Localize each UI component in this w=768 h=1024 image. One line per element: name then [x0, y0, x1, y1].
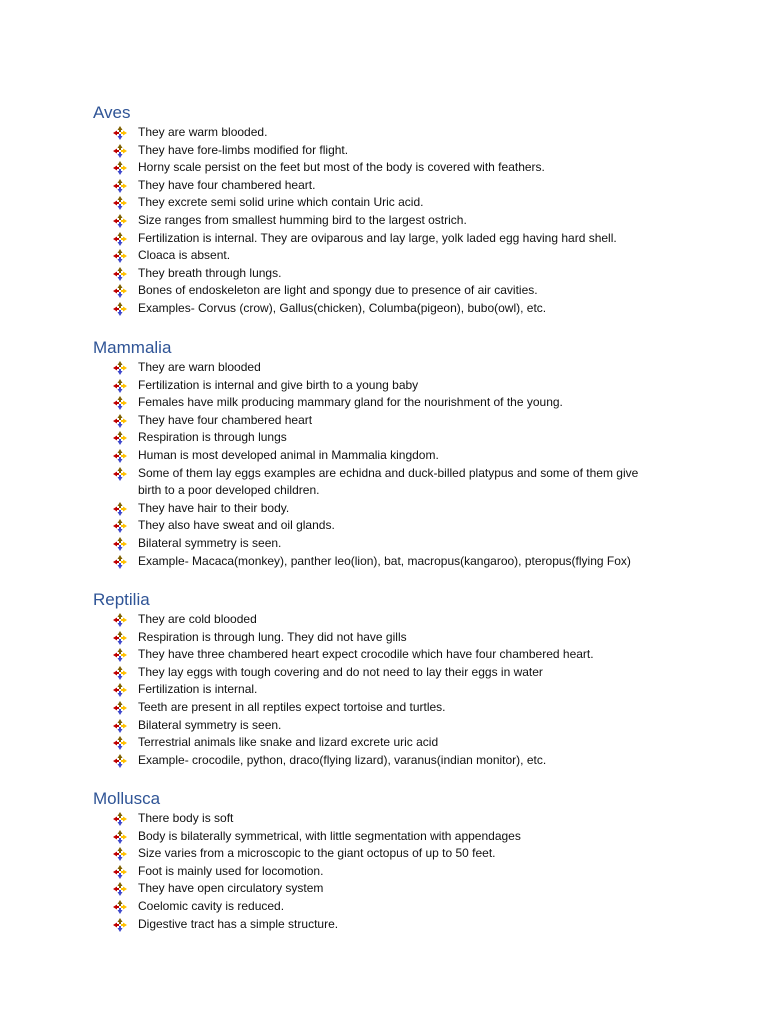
list-item-text: Respiration is through lung. They did not have gills [138, 629, 407, 644]
list-item [93, 394, 658, 412]
list-item [93, 916, 733, 934]
bullet-arrow-icon [113, 232, 127, 246]
bullet-arrow-icon [113, 683, 127, 697]
bullet-list-mammalia [93, 359, 733, 570]
list-item [93, 752, 733, 770]
bullet-arrow-icon [113, 847, 127, 861]
bullet-arrow-icon [113, 414, 127, 428]
bullet-arrow-icon [113, 431, 127, 445]
bullet-arrow-icon [113, 214, 127, 228]
bullet-arrow-icon [113, 666, 127, 680]
list-item-text: Bones of endoskeleton are light and spongy due to presence of air cavities. [138, 283, 538, 298]
list-item-text: Terrestrial animals like snake and lizard excrete uric acid [138, 735, 439, 750]
list-item [93, 377, 658, 395]
bullet-arrow-icon [113, 361, 127, 375]
bullet-arrow-icon [113, 648, 127, 662]
list-item [93, 159, 733, 177]
list-item [93, 177, 733, 195]
list-item-text: Bilateral symmetry is seen. [138, 535, 282, 550]
list-item-text: Fertilization is internal. [138, 682, 258, 697]
list-item [93, 194, 733, 212]
section-heading-mollusca: Mollusca [93, 789, 161, 808]
bullet-arrow-icon [113, 555, 127, 569]
list-item [93, 681, 733, 699]
bullet-arrow-icon [113, 537, 127, 551]
list-item-text: They are warn blooded [138, 360, 261, 374]
list-item [93, 282, 733, 300]
section-mollusca [93, 788, 733, 933]
list-item [93, 230, 733, 248]
list-item-text: They have hair to their body. [138, 500, 290, 515]
bullet-arrow-icon [113, 701, 127, 715]
section-heading-mammalia: Mammalia [93, 338, 172, 357]
list-item-text: Teeth are present in all reptiles expect tortoise and turtles. [138, 699, 446, 714]
list-item-text: Bilateral symmetry is seen. [138, 717, 282, 732]
list-item-text: There body is soft [138, 811, 234, 825]
list-item-text: Some of them lay eggs examples are echidna and duck-billed platypus and some of them give birth to a poor developed children. [138, 465, 639, 498]
bullet-arrow-icon [113, 161, 127, 175]
bullet-list-mollusca [93, 810, 733, 933]
list-item [93, 553, 658, 571]
section-mammalia [93, 337, 733, 570]
list-item [93, 124, 733, 142]
list-item-text: Example- Macaca(monkey), panther leo(lion), bat, macropus(kangaroo), pteropus(flying Fox) [138, 553, 631, 568]
list-item [93, 863, 733, 881]
section-heading-reptilia: Reptilia [93, 590, 150, 609]
bullet-arrow-icon [113, 396, 127, 410]
list-item-text: They also have sweat and oil glands. [138, 518, 335, 533]
section-heading-aves: Aves [93, 103, 131, 122]
list-item-text: They have four chambered heart. [138, 177, 316, 192]
bullet-arrow-icon [113, 449, 127, 463]
list-item [93, 717, 733, 735]
list-item-text: They breath through lungs. [138, 265, 282, 280]
bullet-arrow-icon [113, 736, 127, 750]
bullet-arrow-icon [113, 918, 127, 932]
list-item [93, 465, 658, 500]
list-item-text: Example- crocodile, python, draco(flying lizard), varanus(indian monitor), etc. [138, 752, 547, 767]
section-reptilia [93, 589, 733, 769]
list-item [93, 265, 733, 283]
list-item-text: Body is bilaterally symmetrical, with little segmentation with appendages [138, 828, 521, 843]
list-item [93, 300, 733, 318]
list-item [93, 629, 733, 647]
list-item [93, 898, 733, 916]
list-item [93, 359, 658, 377]
bullet-list-aves [93, 124, 733, 318]
list-item-text: They are cold blooded [138, 612, 257, 626]
bullet-arrow-icon [113, 900, 127, 914]
list-item-text: Foot is mainly used for locomotion. [138, 863, 324, 878]
bullet-arrow-icon [113, 267, 127, 281]
bullet-arrow-icon [113, 249, 127, 263]
bullet-arrow-icon [113, 196, 127, 210]
list-item [93, 828, 733, 846]
bullet-arrow-icon [113, 519, 127, 533]
list-item [93, 429, 658, 447]
list-item [93, 517, 658, 535]
list-item [93, 247, 733, 265]
bullet-arrow-icon [113, 865, 127, 879]
list-item-text: Size varies from a microscopic to the giant octopus of up to 50 feet. [138, 846, 496, 861]
list-item-text: Fertilization is internal. They are oviparous and lay large, yolk laded egg having hard shell. [138, 230, 617, 245]
list-item-text: They have four chambered heart [138, 412, 313, 427]
bullet-arrow-icon [113, 126, 127, 140]
list-item [93, 142, 733, 160]
list-item [93, 535, 658, 553]
bullet-arrow-icon [113, 882, 127, 896]
list-item-text: They have fore-limbs modified for flight. [138, 142, 349, 157]
list-item [93, 447, 658, 465]
list-item-text: Examples- Corvus (crow), Gallus(chicken), Columba(pigeon), bubo(owl), etc. [138, 300, 547, 315]
list-item [93, 664, 733, 682]
list-item-text: Human is most developed animal in Mammalia kingdom. [138, 447, 439, 462]
list-item-text: They have open circulatory system [138, 881, 324, 896]
bullet-arrow-icon [113, 631, 127, 645]
list-item [93, 212, 733, 230]
bullet-arrow-icon [113, 144, 127, 158]
bullet-arrow-icon [113, 719, 127, 733]
list-item-text: They are warm blooded. [138, 125, 268, 139]
list-item [93, 611, 733, 629]
bullet-arrow-icon [113, 467, 127, 481]
list-item-text: Cloaca is absent. [138, 248, 231, 263]
list-item [93, 699, 733, 717]
bullet-arrow-icon [113, 284, 127, 298]
list-item [93, 646, 733, 664]
list-item-text: Respiration is through lungs [138, 430, 287, 445]
bullet-arrow-icon [113, 613, 127, 627]
bullet-arrow-icon [113, 812, 127, 826]
list-item [93, 412, 658, 430]
section-aves [93, 102, 733, 318]
list-item [93, 734, 733, 752]
list-item-text: Horny scale persist on the feet but most of the body is covered with feathers. [138, 160, 545, 175]
bullet-arrow-icon [113, 830, 127, 844]
list-item-text: Digestive tract has a simple structure. [138, 916, 339, 931]
list-item-text: Coelomic cavity is reduced. [138, 898, 285, 913]
list-item [93, 810, 733, 828]
list-item-text: They have three chambered heart expect crocodile which have four chambered heart. [138, 647, 594, 662]
list-item [93, 845, 733, 863]
list-item [93, 880, 733, 898]
bullet-arrow-icon [113, 502, 127, 516]
bullet-arrow-icon [113, 302, 127, 316]
list-item-text: Size ranges from smallest humming bird to the largest ostrich. [138, 212, 467, 227]
list-item [93, 500, 658, 518]
bullet-arrow-icon [113, 379, 127, 393]
bullet-arrow-icon [113, 754, 127, 768]
list-item-text: They lay eggs with tough covering and do not need to lay their eggs in water [138, 664, 543, 679]
bullet-arrow-icon [113, 179, 127, 193]
list-item-text: They excrete semi solid urine which contain Uric acid. [138, 195, 424, 210]
list-item-text: Fertilization is internal and give birth to a young baby [138, 377, 419, 392]
list-item-text: Females have milk producing mammary gland for the nourishment of the young. [138, 395, 563, 410]
bullet-list-reptilia [93, 611, 733, 769]
